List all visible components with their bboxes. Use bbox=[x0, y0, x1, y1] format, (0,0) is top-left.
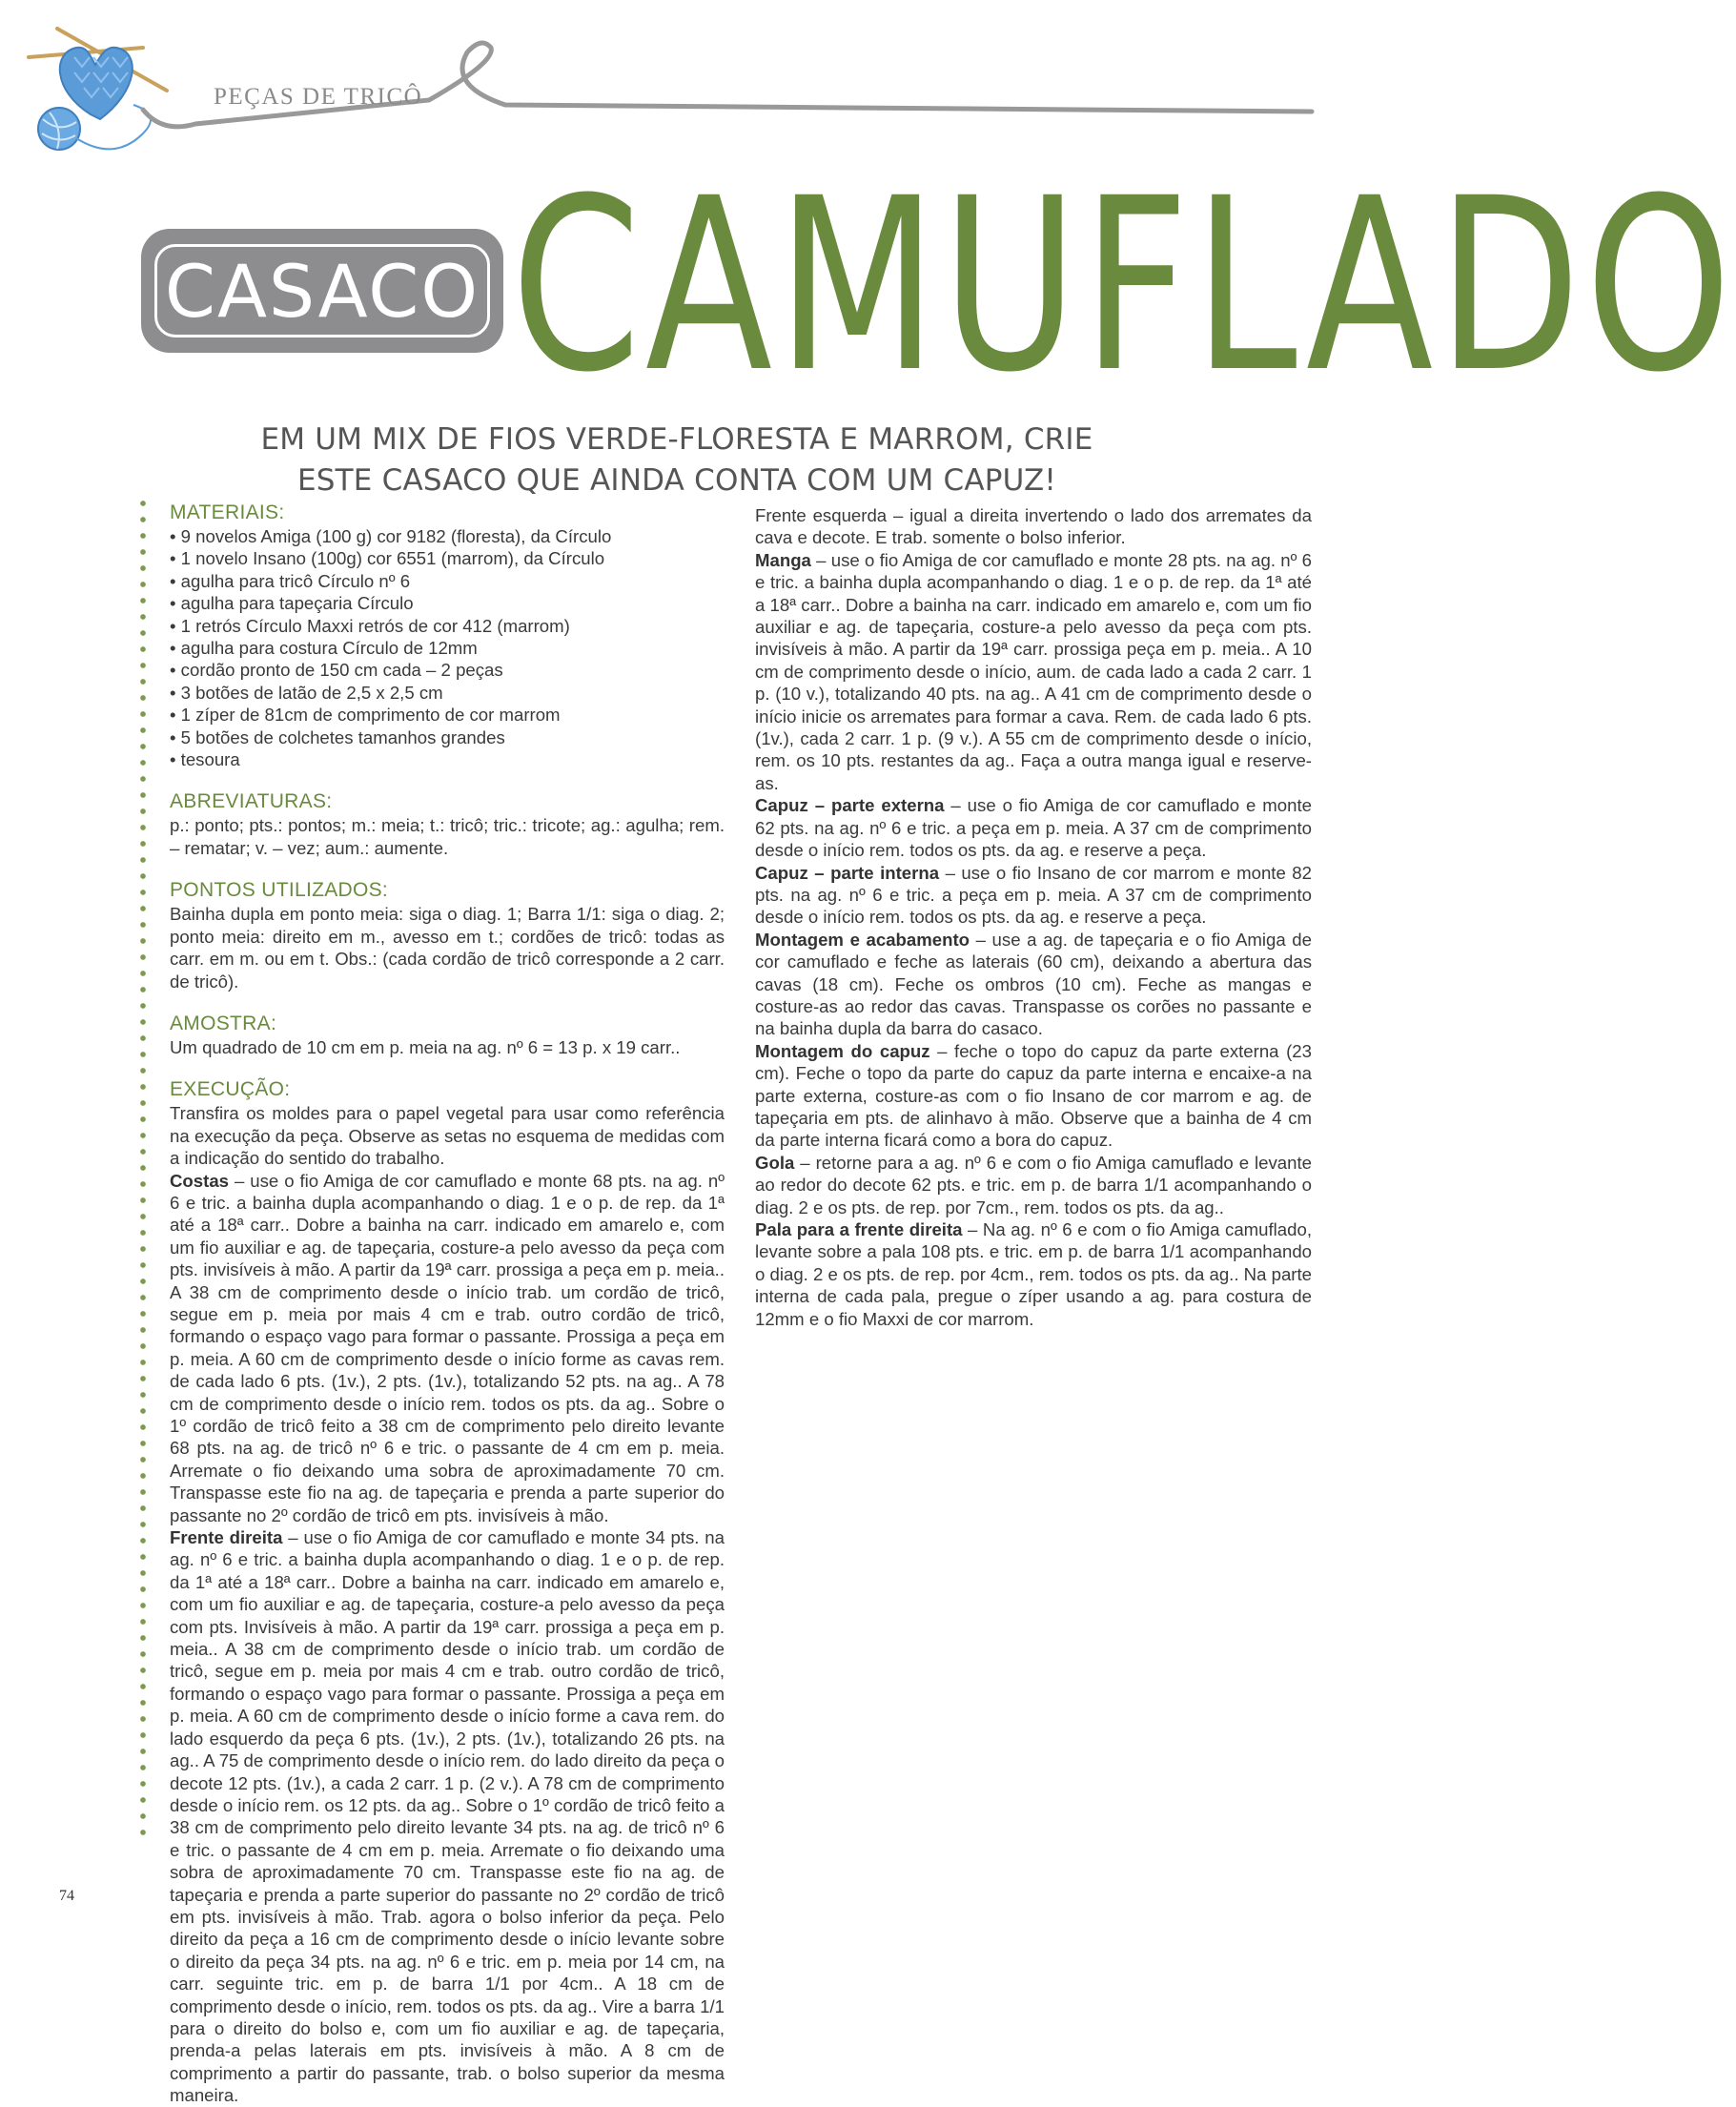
frente-direita-label: Frente direita bbox=[170, 1527, 283, 1548]
gola-paragraph: Gola – retorne para a ag. nº 6 e com o fio Amiga camuflado e levante ao redor do decote 62 pts. e tric. em p. de barra 1/1 acompanhando o diag. 2 e os pts. de rep. por 7cm., rem. todos os pts. da ag.. bbox=[755, 1152, 1312, 1217]
capuz-interna-paragraph: Capuz – parte interna – use o fio Insano de cor marrom e monte 82 pts. na ag. nº 6 e tric. a peça em p. meia. A 37 cm de comprimento desde o início rem. todos os pts. da ag. e reserve a peça. bbox=[755, 862, 1312, 928]
section-label: PEÇAS DE TRICÔ bbox=[214, 84, 423, 110]
right-column bbox=[755, 504, 1312, 1330]
manga-paragraph: Manga – use o fio Amiga de cor camuflado e monte 28 pts. na ag. nº 6 e tric. a bainha dupla acompanhando o diag. 1 e o p. de rep. da 1ª até a 18ª carr.. Dobre a bainha na carr. indicado em amarelo e, com um fio auxiliar e ag. de tapeçaria, costure-a pelo avesso da peça com pts. invisíveis à mão. A partir da 19ª carr. prossiga peça em p. meia.. A 10 cm de comprimento desde o início, aum. de cada lado a cada 2 carr. 1 p. (10 v.), totalizando 40 pts. na ag.. A 41 cm de comprimento desde o início inicie os arremates para formar a cava. Rem. de cada lado 6 pts. (1v.), cada 2 carr. 1 p. (9 v.). A 55 cm de comprimento desde o início, rem. os 10 pts. restantes da ag.. Faça a outra manga igual e reserve-as. bbox=[755, 549, 1312, 793]
list-item: • 1 zíper de 81cm de comprimento de cor marrom bbox=[170, 705, 561, 726]
montagem-capuz-label: Montagem do capuz bbox=[755, 1040, 930, 1061]
pala-paragraph: Pala para a frente direita – Na ag. nº 6 e com o fio Amiga camuflado, levante sobre a pala 108 pts. e tric. em p. de barra 1/1 acompanhando o diag. 2 e os pts. de rep. por 4cm., rem. todos os pts. da ag.. Na parte interna de cada pala, pregue o zíper usando a ag. para costura de 12mm e o fio Maxxi de cor marrom. bbox=[755, 1219, 1312, 1329]
list-item: • agulha para tapeçaria Círculo bbox=[170, 593, 414, 614]
manga-label: Manga bbox=[755, 549, 811, 570]
frente-direita-paragraph: Frente direita – use o fio Amiga de cor camuflado e monte 34 pts. na ag. nº 6 e tric. a bainha dupla acompanhando o diag. 1 e o p. de rep. da 1ª até a 18ª carr.. Dobre a bainha na carr. indicado em amarelo e, com um fio auxiliar e ag. de tapeçaria, costure-a pelo avesso da peça com pts. Invisíveis à mão. A partir da 19ª carr. prossiga a peça em p. meia.. A 38 cm de comprimento desde o início trab. um cordão de tricô, segue em p. meia por mais 4 cm e trab. outro cordão de tricô, formando o espaço vago para formar o passante. Prossiga a peça em p. meia. A 60 cm de comprimento desde o início forme a cava rem. do lado esquerdo da peça 6 pts. (1v.), 2 pts. (1v.), totalizando 26 pts. na ag.. A 75 de comprimento desde o início rem. do lado direito da peça o decote 12 pts. (1v.), a cada 2 carr. 1 p. (2 v.). A 78 cm de comprimento desde o início rem. os 12 pts. da ag.. Sobre o 1º cordão de tricô feito a 38 cm de comprimento pelo direito levante 34 pts. na ag. de tricô nº 6 e tric. o passante de 4 cm em p. meia. Arremate o fio deixando uma sobra de aproximadamente 70 cm. Transpasse este fio na ag. de tapeçaria e prenda a parte superior do passante no 2º cordão de tricô em pts. invisíveis à mão. Trab. agora o bolso inferior da peça. Pelo direito da peça a 16 cm de comprimento desde o início levante sobre o direito da peça 34 pts. na ag. nº 6 e tric. em p. meia por 14 cm, na carr. seguinte tric. em p. de barra 1/1 por 4cm.. A 18 cm de comprimento desde o início, rem. todos os pts. da ag.. Vire a barra 1/1 para o direito do bolso e, com um fio auxiliar e ag. de tapeçaria, prenda-a pelas laterais em pts. invisíveis à mão. A 8 cm de comprimento a partir do passante, trab. o bolso superior da mesma maneira. bbox=[170, 1527, 725, 2106]
list-item: • 9 novelos Amiga (100 g) cor 9182 (floresta), da Círculo bbox=[170, 526, 612, 546]
materials-list bbox=[170, 525, 725, 770]
pala-label: Pala para a frente direita bbox=[755, 1219, 963, 1239]
list-item: • agulha para tricô Círculo nº 6 bbox=[170, 570, 411, 591]
title-badge bbox=[141, 229, 503, 353]
list-item: • 1 retrós Círculo Maxxi retrós de cor 412 (marrom) bbox=[170, 615, 570, 636]
subtitle bbox=[248, 419, 1106, 501]
dotted-divider bbox=[140, 501, 146, 1835]
knitting-heart-icon bbox=[29, 29, 167, 119]
capuz-externa-paragraph: Capuz – parte externa – use o fio Amiga de cor camuflado e monte 62 pts. na ag. nº 6 e tric. a peça em p. meia. A 37 cm de comprimento desde o início rem. todos os pts. da ag. e reserve a peça. bbox=[755, 795, 1312, 861]
page-number: 74 bbox=[59, 1888, 74, 1904]
list-item: • 3 botões de latão de 2,5 x 2,5 cm bbox=[170, 682, 443, 703]
stitches-heading: PONTOS UTILIZADOS: bbox=[170, 879, 389, 902]
gola-label: Gola bbox=[755, 1152, 795, 1173]
costas-paragraph: Costas – use o fio Amiga de cor camuflado e monte 68 pts. na ag. nº 6 e tric. a bainha dupla acompanhando o diag. 1 e o p. de rep. da 1ª até a 18ª carr.. Dobre a bainha na carr. indicado em amarelo e, com um fio auxiliar e ag. de tapeçaria, costure-a pelo avesso da peça com pts. invisíveis à mão. A partir da 19ª carr. prossiga a peça em p. meia.. A 38 cm de comprimento desde o início trab. um cordão de tricô, segue em p. meia por mais 4 cm e trab. outro cordão de tricô, formando o espaço vago para formar o passante. Prossiga a peça em p. meia. A 60 cm de comprimento desde o início forme as cavas rem. de cada lado 6 pts. (1v.), 2 pts. (1v.), totalizando 52 pts. na ag.. A 78 cm de comprimento desde o início rem. todos os pts. da ag.. Sobre o 1º cordão de tricô feito a 38 cm de comprimento pelo direito levante 68 pts. na ag. de tricô nº 6 e tric. o passante de 4 cm em p. meia. Arremate o fio deixando uma sobra de aproximadamente 70 cm. Transpasse este fio na ag. de tapeçaria e prenda a parte superior do passante no 2º cordão de tricô em pts. invisíveis à mão. bbox=[170, 1170, 725, 1525]
abbreviations-heading: ABREVIATURAS: bbox=[170, 790, 333, 813]
capuz-externa-label: Capuz – parte externa bbox=[755, 795, 945, 816]
frente-esquerda-paragraph: Frente esquerda – igual a direita invertendo o lado dos arremates da cava e decote. E trab. somente o bolso inferior. bbox=[755, 505, 1312, 548]
execution-intro: Transfira os moldes para o papel vegetal para usar como referência na execução da peça. Observe as setas no esquema de medidas com a indicação do sentido do trabalho. bbox=[170, 1103, 725, 1169]
list-item: • 1 novelo Insano (100g) cor 6551 (marrom), da Círculo bbox=[170, 548, 605, 569]
sample-heading: AMOSTRA: bbox=[170, 1012, 277, 1034]
costas-label: Costas bbox=[170, 1170, 230, 1191]
page-title: CAMUFLADO bbox=[511, 147, 1736, 424]
capuz-interna-label: Capuz – parte interna bbox=[755, 862, 940, 883]
list-item: • cordão pronto de 150 cm cada – 2 peças bbox=[170, 660, 503, 681]
list-item: • 5 botões de colchetes tamanhos grandes bbox=[170, 726, 505, 747]
list-item: • tesoura bbox=[170, 749, 240, 770]
execution-heading: EXECUÇÃO: bbox=[170, 1078, 291, 1101]
montagem-label: Montagem e acabamento bbox=[755, 929, 970, 950]
title-badge-text: CASACO bbox=[164, 248, 480, 334]
sample-text: Um quadrado de 10 cm em p. meia na ag. nº 6 = 13 p. x 19 carr.. bbox=[170, 1036, 681, 1057]
materials-heading: MATERIAIS: bbox=[170, 501, 285, 523]
left-column bbox=[170, 501, 725, 2107]
list-item: • agulha para costura Círculo de 12mm bbox=[170, 638, 478, 659]
stitches-text: Bainha dupla em ponto meia: siga o diag. 1; Barra 1/1: siga o diag. 2; ponto meia: direito em m., avesso em t.; cordões de tricô: todas as carr. em m. ou em t. Obs.: (cada cordão de tricô corresponde a 2 carr. de tricô). bbox=[170, 904, 725, 992]
subtitle-line-1: EM UM MIX DE FIOS VERDE-FLORESTA E MARROM, CRIE bbox=[260, 422, 1093, 457]
abbreviations-text: p.: ponto; pts.: pontos; m.: meia; t.: tricô; tric.: tricote; ag.: agulha; rem. – rematar; v. – vez; aum.: aumente. bbox=[170, 815, 725, 858]
montagem-paragraph: Montagem e acabamento – use a ag. de tapeçaria e o fio Amiga de cor camuflado e feche as laterais (60 cm), deixando a abertura das cavas (18 cm). Feche os ombros (10 cm). Feche as mangas e costure-as ao redor das cavas. Transpasse os corões no passante e na bainha dupla da barra do casaco. bbox=[755, 929, 1312, 1039]
subtitle-line-2: ESTE CASACO QUE AINDA CONTA COM UM CAPUZ! bbox=[296, 463, 1057, 498]
montagem-capuz-paragraph: Montagem do capuz – feche o topo do capuz da parte externa (23 cm). Feche o topo da parte do capuz da parte interna e encaixe-a na parte externa, costure-as com o fio Insano de cor marrom e ag. de tapeçaria em pts. de alinhavo à mão. Observe que a bainha de 4 cm da parte interna ficará como a bora do capuz. bbox=[755, 1040, 1312, 1151]
